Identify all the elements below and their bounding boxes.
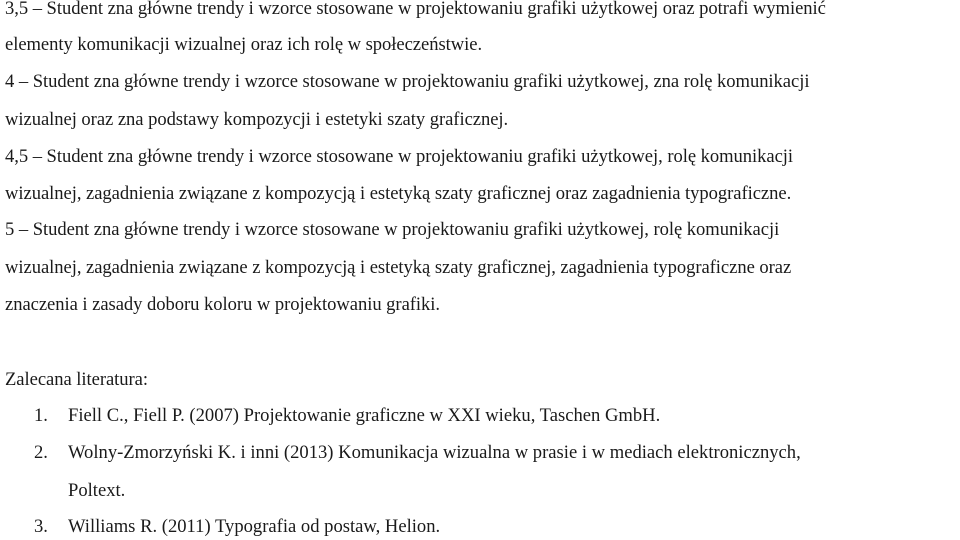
grade-5-line-2: wizualnej, zagadnienia związane z kompozycją i estetyką szaty graficznej, zagadnienia typograficzne oraz <box>5 257 792 278</box>
grade-5-line-1: 5 – Student zna główne trendy i wzorce stosowane w projektowaniu grafiki użytkowej, rolę komunikacji <box>5 219 780 240</box>
grade-4-line-1: 4 – Student zna główne trendy i wzorce stosowane w projektowaniu grafiki użytkowej, zna rolę komunikacji <box>5 71 810 92</box>
literature-item-1-number: 1. <box>34 405 48 426</box>
grade-5-line-3: znaczenia i zasady doboru koloru w projektowaniu grafiki. <box>5 294 440 315</box>
literature-item-1-text: Fiell C., Fiell P. (2007) Projektowanie graficzne w XXI wieku, Taschen GmbH. <box>68 405 661 426</box>
grade-4-line-2: wizualnej oraz zna podstawy kompozycji i estetyki szaty graficznej. <box>5 109 509 130</box>
literature-item-3-text: Williams R. (2011) Typografia od postaw, Helion. <box>68 516 441 537</box>
grade-3-5-line-2: elementy komunikacji wizualnej oraz ich rolę w społeczeństwie. <box>5 34 483 55</box>
literature-item-2-text-continued: Poltext. <box>68 480 126 501</box>
literature-item-3-number: 3. <box>34 516 48 537</box>
literature-item-2-number: 2. <box>34 442 48 463</box>
grade-3-5-line-1: 3,5 – Student zna główne trendy i wzorce stosowane w projektowaniu grafiki użytkowej oraz potrafi wymienić <box>5 0 826 19</box>
grade-4-5-line-1: 4,5 – Student zna główne trendy i wzorce stosowane w projektowaniu grafiki użytkowej, rolę komunikacji <box>5 146 794 167</box>
literature-item-2-text: Wolny-Zmorzyński K. i inni (2013) Komunikacja wizualna w prasie i w mediach elektronicznych, <box>68 442 801 463</box>
grade-4-5-line-2: wizualnej, zagadnienia związane z kompozycją i estetyką szaty graficznej oraz zagadnienia typograficzne. <box>5 183 792 204</box>
literature-heading: Zalecana literatura: <box>5 369 149 390</box>
